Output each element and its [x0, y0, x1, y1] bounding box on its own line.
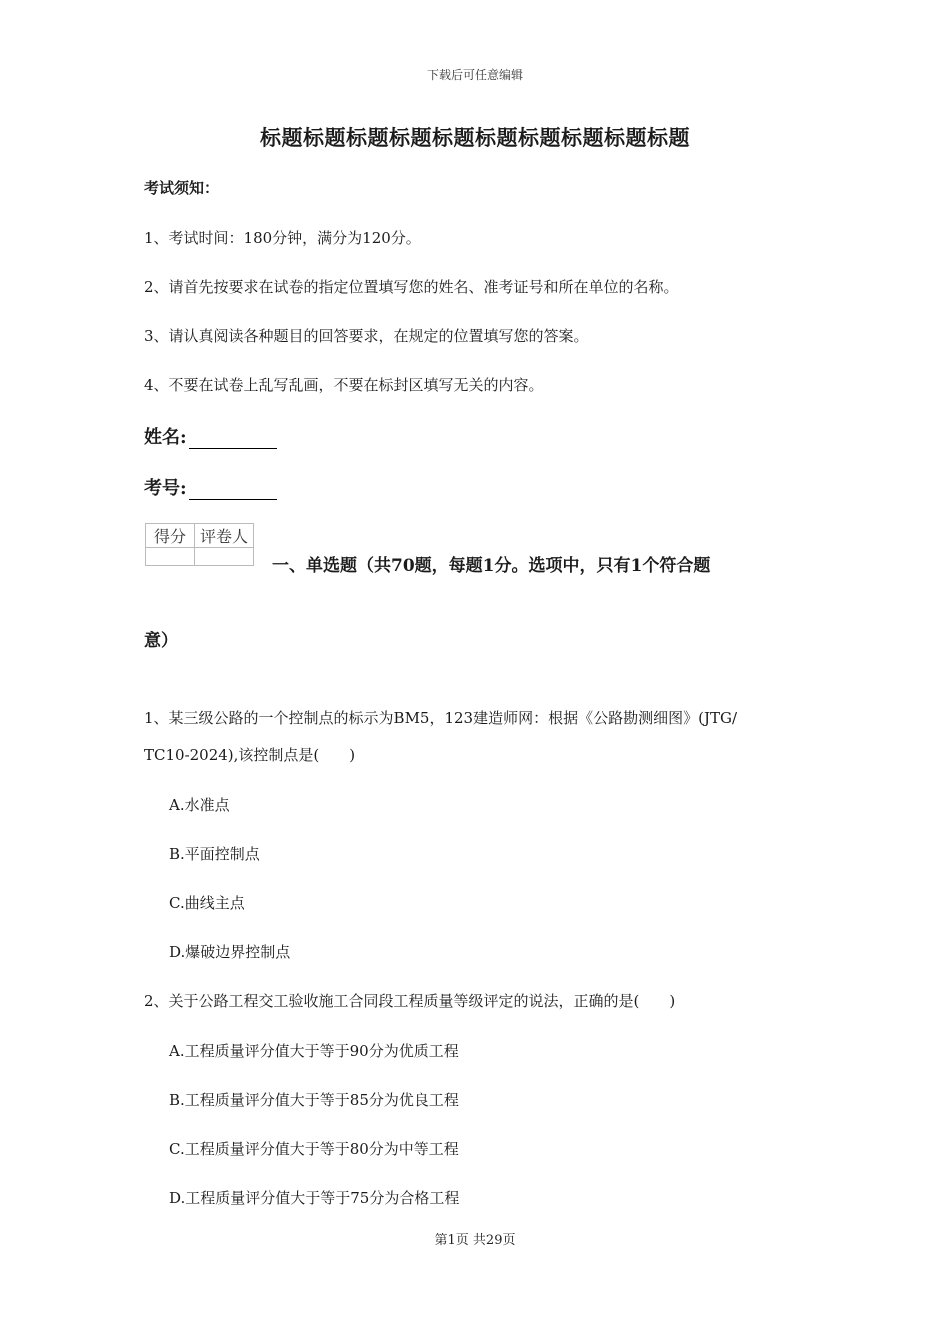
- score-cell[interactable]: [146, 548, 195, 566]
- question-1-option-c[interactable]: C.曲线主点: [169, 894, 245, 912]
- question-1-option-b[interactable]: B.平面控制点: [169, 845, 260, 863]
- name-label: 姓名:: [144, 427, 187, 448]
- question-2-option-d[interactable]: D.工程质量评分值大于等于75分为合格工程: [169, 1189, 460, 1207]
- grader-cell[interactable]: [195, 548, 254, 566]
- question-2-text: 2、关于公路工程交工验收施工合同段工程质量等级评定的说法，正确的是( ): [144, 992, 676, 1010]
- name-blank[interactable]: [189, 428, 277, 449]
- exam-id-blank[interactable]: [189, 479, 277, 500]
- exam-id-field: [144, 474, 277, 500]
- page-number: 第1页 共29页: [434, 1233, 516, 1248]
- notice-rule-4: 4、不要在试卷上乱写乱画，不要在标封区填写无关的内容。: [144, 376, 544, 394]
- notice-rule-1: 1、考试时间：180分钟，满分为120分。: [144, 229, 421, 247]
- question-2-option-b[interactable]: B.工程质量评分值大于等于85分为优良工程: [169, 1091, 459, 1109]
- question-1-line1: 1、某三级公路的一个控制点的标示为BM5，123建造师网：根据《公路勘测细图》(JTG/: [144, 709, 738, 727]
- question-2-option-c[interactable]: C.工程质量评分值大于等于80分为中等工程: [169, 1140, 459, 1158]
- grader-header: 评卷人: [195, 524, 254, 548]
- question-2-option-a[interactable]: A.工程质量评分值大于等于90分为优质工程: [169, 1042, 459, 1060]
- section-title-line1: 一、单选题（共70题，每题1分。选项中，只有1个符合题: [272, 556, 711, 576]
- score-header: 得分: [146, 524, 195, 548]
- notice-rule-3: 3、请认真阅读各种题目的回答要求，在规定的位置填写您的答案。: [144, 327, 589, 345]
- exam-id-label: 考号:: [144, 478, 187, 499]
- header-note: 下载后可任意编辑: [426, 68, 523, 82]
- question-1-option-d[interactable]: D.爆破边界控制点: [169, 943, 291, 961]
- section-title-line2: 意）: [144, 631, 178, 651]
- notice-heading: 考试须知：: [144, 179, 220, 197]
- notice-rule-2: 2、请首先按要求在试卷的指定位置填写您的姓名、准考证号和所在单位的名称。: [144, 278, 679, 296]
- question-1-line2: TC10-2024),该控制点是( ): [144, 746, 356, 764]
- name-field: [144, 423, 277, 449]
- page-title: 标题标题标题标题标题标题标题标题标题标题: [260, 125, 690, 150]
- question-1-option-a[interactable]: A.水准点: [169, 796, 230, 814]
- score-table: [145, 523, 254, 566]
